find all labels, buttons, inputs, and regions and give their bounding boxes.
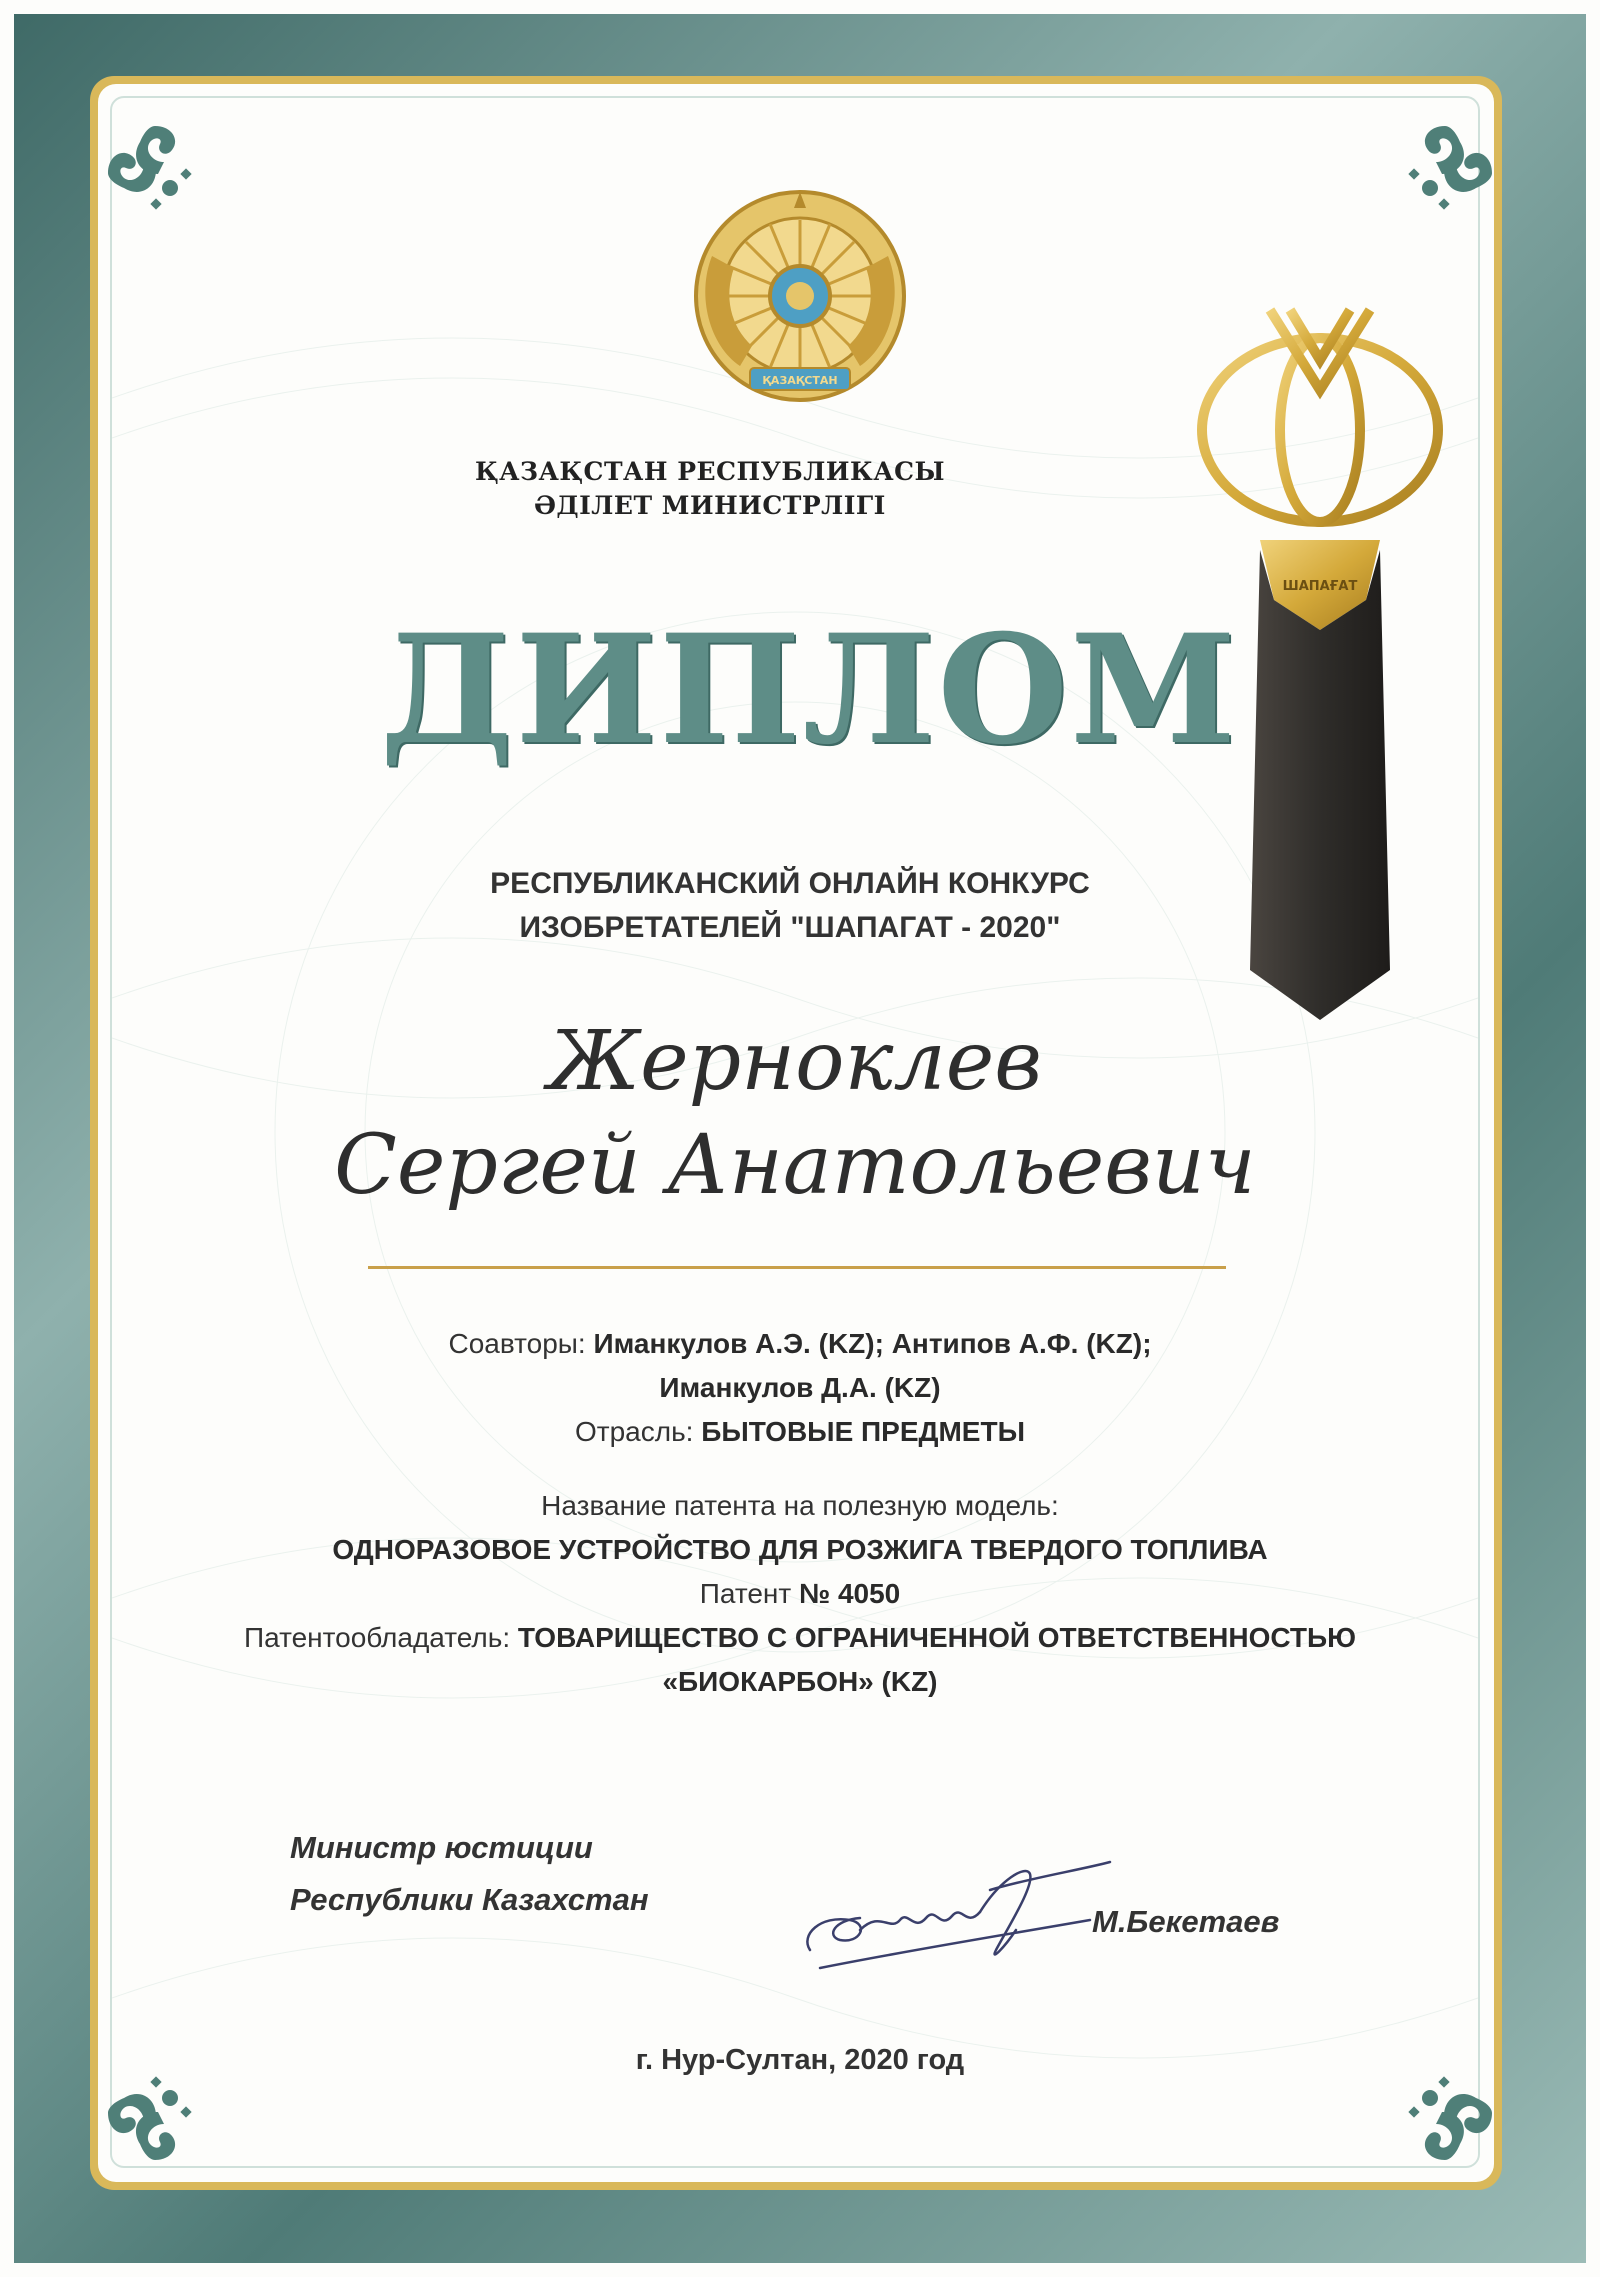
award-details [140,1322,1460,1704]
name-underline [368,1266,1226,1269]
recipient-surname: Жерноклев [548,1014,1042,1109]
emblem-text: ҚАЗАҚСТАН [762,374,838,387]
minister-title [290,1822,810,1926]
ministry-line-1: ҚАЗАҚСТАН РЕСПУБЛИКАСЫ [474,457,946,486]
diploma-title: ДИПЛОМ [380,602,1239,778]
patent-title-value: ОДНОРАЗОВОЕ УСТРОЙСТВО ДЛЯ РОЗЖИГА ТВЕРДОГО ТОПЛИВА [332,1534,1268,1565]
state-emblem-icon [690,186,910,406]
handwritten-signature-icon [790,1840,1120,1980]
holder-row [140,1616,1460,1660]
minister-title-line-2: Республики Казахстан [290,1882,649,1917]
contest-line-1: РЕСПУБЛИКАНСКИЙ ОНЛАЙН КОНКУРС [490,867,1090,900]
ministry-heading [400,455,1020,523]
contest-name [380,862,1200,950]
coauthors-value-2: Иманкулов Д.А. (KZ) [659,1372,941,1403]
patent-number-row [140,1572,1460,1616]
corner-ornament-icon [1390,2058,1500,2168]
ministry-line-2: ӘДІЛЕТ МИНИСТРЛІГІ [534,491,886,520]
trophy-plaque-text: ШАПАҒАТ [1282,579,1358,594]
minister-title-line-1: Министр юстиции [290,1830,593,1865]
patent-title-label: Название патента на полезную модель: [541,1490,1059,1521]
holder-value-1: ТОВАРИЩЕСТВО С ОГРАНИЧЕННОЙ ОТВЕТСТВЕННОСТЬЮ [517,1622,1357,1653]
holder-value-2: «БИОКАРБОН» (KZ) [662,1666,938,1697]
coauthors-label: Соавторы: [448,1328,586,1359]
signer-name: М.Бекетаев [1092,1904,1280,1939]
recipient-name [320,1010,1270,1218]
industry-value: БЫТОВЫЕ ПРЕДМЕТЫ [701,1416,1025,1447]
industry-row [140,1410,1460,1454]
corner-ornament-icon [100,118,210,228]
coauthors-row [140,1322,1460,1366]
corner-ornament-icon [100,2058,210,2168]
recipient-given-names: Сергей Анатольевич [334,1118,1256,1213]
corner-ornament-icon [1390,118,1500,228]
patent-label: Патент [699,1578,792,1609]
coauthors-value-1: Иманкулов А.Э. (KZ); Антипов А.Ф. (KZ); [593,1328,1152,1359]
contest-line-2: ИЗОБРЕТАТЕЛЕЙ "ШАПАГАТ - 2020" [519,911,1061,944]
place-and-date: г. Нур-Султан, 2020 год [635,2044,965,2076]
patent-number: № 4050 [798,1578,901,1609]
holder-label: Патентообладатель: [243,1622,511,1653]
industry-label: Отрасль: [575,1416,694,1447]
